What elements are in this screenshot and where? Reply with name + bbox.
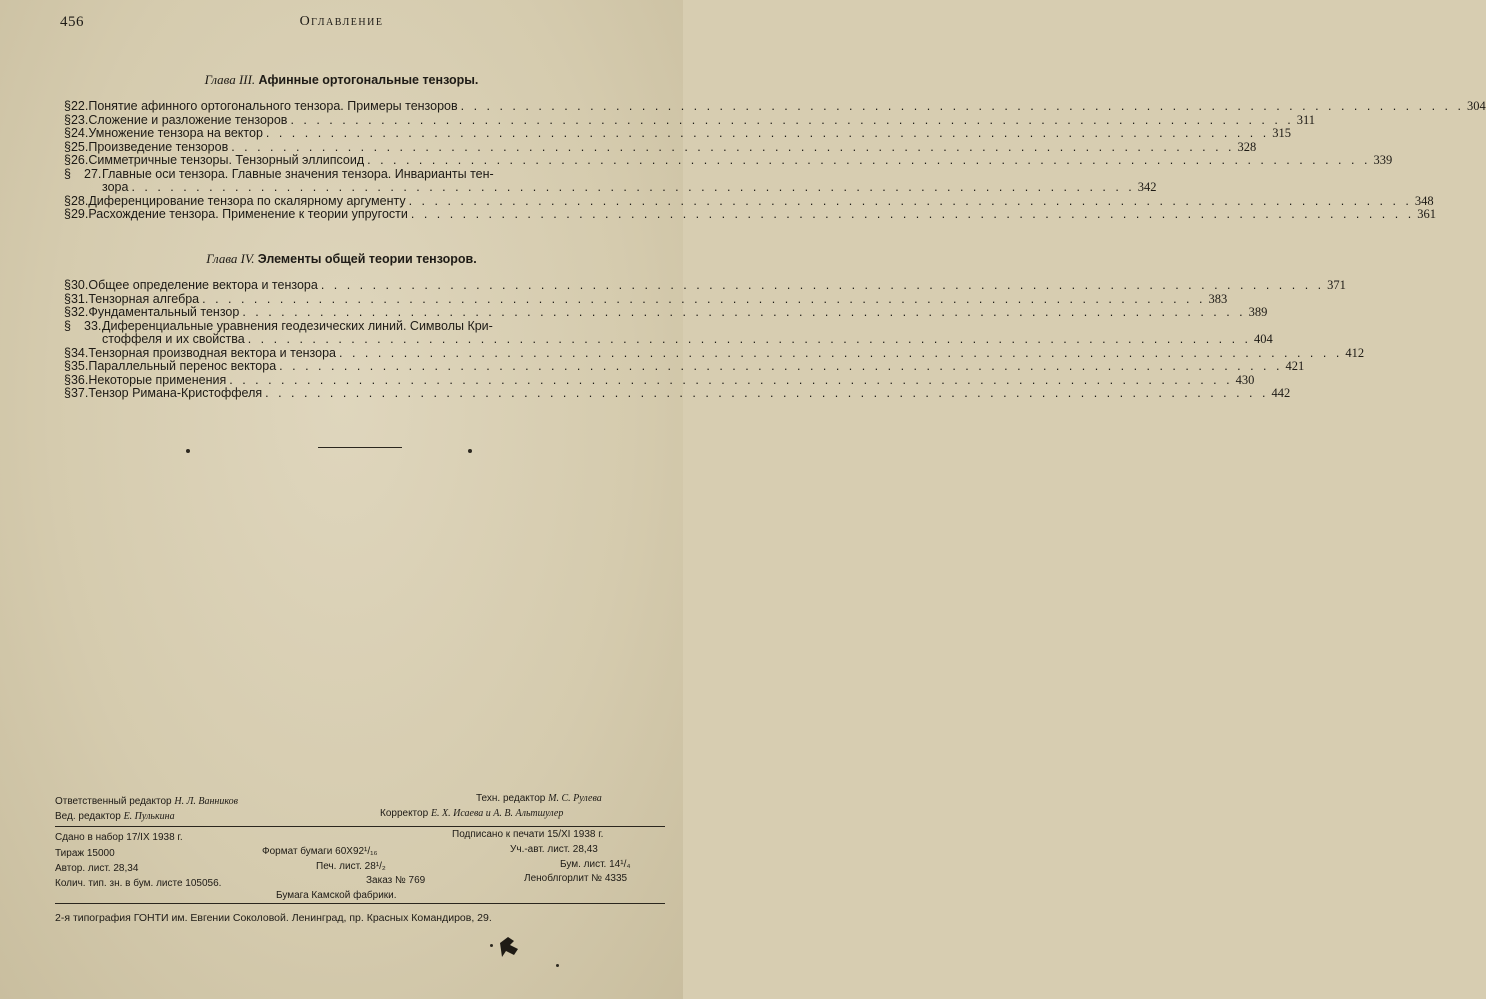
- section-title: Общее определение вектора и тензора: [88, 278, 318, 292]
- section-title: Расхождение тензора. Применение к теории упругости: [88, 207, 408, 221]
- page-ref: 304: [1466, 99, 1486, 113]
- section-number: 31.: [70, 291, 89, 306]
- page-ref: 389: [1248, 305, 1268, 319]
- page-ref: 348: [1414, 193, 1434, 208]
- leader-dots: [128, 181, 1137, 195]
- publisher-sheets: Уч.-авт. лист. 28,43: [510, 844, 598, 855]
- toc-entry: [64, 126, 1291, 141]
- toc-entry: [64, 332, 1273, 347]
- section-number: 26.: [70, 153, 89, 167]
- page-ref: 328: [1237, 139, 1257, 154]
- printer-line: 2-я типография ГОНТИ им. Евгении Соколовой. Ленинград, пр. Красных Командиров, 29.: [55, 912, 492, 924]
- section-number: 35.: [70, 359, 89, 373]
- toc-entry: [64, 386, 1291, 401]
- section-sign: §: [64, 372, 71, 387]
- toc-entry: [64, 180, 1157, 195]
- ink-spot: [186, 449, 190, 453]
- chapter-3-heading: [0, 72, 683, 88]
- page-ref: 315: [1272, 126, 1291, 140]
- page-ref: 371: [1327, 278, 1346, 292]
- toc-entry: [64, 207, 1436, 222]
- section-title: Тензор Римана-Кристоффеля: [88, 386, 263, 400]
- section-title: Тензорная производная вектора и тензора: [88, 345, 336, 360]
- chapter-4-heading: [0, 251, 683, 267]
- page-ref: 442: [1271, 386, 1291, 400]
- running-header: Оглавление: [299, 14, 384, 29]
- section-title: Диференцирование тензора по скалярному аргументу: [88, 193, 406, 208]
- section-title: стоффеля и их свойства: [102, 332, 245, 346]
- section-title: Диференциальные уравнения геодезических линий. Символы Кри-: [102, 318, 493, 333]
- toc-entry: [64, 345, 1365, 361]
- paper-format: Формат бумаги 60Х92¹/₁₆: [262, 846, 378, 857]
- section-sign: §: [64, 166, 71, 181]
- leader-dots: [287, 114, 1296, 128]
- paper-source: Бумага Камской фабрики.: [276, 890, 397, 901]
- toc-entry: [64, 320, 656, 334]
- section-number: 33.: [84, 318, 102, 333]
- lead-editor: Вед. редактор Е. Пулькина: [55, 811, 175, 822]
- leader-dots: [239, 306, 1248, 320]
- author-sheets: Автор. лист. 28,34: [55, 863, 139, 874]
- section-title: Тензорная алгебра: [88, 291, 200, 306]
- leader-dots: [228, 141, 1237, 155]
- section-title: зора: [102, 180, 129, 194]
- chapter-4-label: Глава IV.: [206, 251, 255, 266]
- leader-dots: [276, 360, 1285, 374]
- leader-dots: [336, 347, 1345, 361]
- section-number: 22.: [70, 99, 89, 113]
- toc-entry: [64, 139, 1257, 155]
- section-sign: §: [64, 139, 71, 154]
- section-sign: §: [64, 345, 71, 360]
- leader-dots: [406, 195, 1415, 209]
- page-ref: 361: [1417, 207, 1436, 221]
- toc-entry: [64, 359, 1305, 374]
- section-number: 24.: [70, 126, 89, 140]
- imprint-rule-bottom: [55, 903, 665, 904]
- submitted-date: Сдано в набор 17/IX 1938 г.: [55, 832, 183, 843]
- page-ref: 404: [1254, 332, 1273, 346]
- section-number: 27.: [84, 166, 102, 181]
- leader-dots: [318, 279, 1327, 293]
- section-sign: §: [64, 386, 71, 400]
- chapter-4-title: Элементы общей теории тензоров.: [257, 252, 477, 266]
- print-sheets: Печ. лист. 28¹/₂: [316, 861, 386, 872]
- toc-entry: [64, 193, 1434, 209]
- chapter-3-label: Глава III.: [204, 72, 256, 87]
- chars-per-sheet: Колич. тип. зн. в бум. листе 105056.: [55, 878, 222, 889]
- page-ref: 342: [1137, 180, 1157, 194]
- page-ref: 412: [1345, 345, 1365, 360]
- section-sign: §: [64, 153, 71, 167]
- section-title: Умножение тензора на вектор: [88, 126, 263, 140]
- toc-entry: [64, 112, 1316, 128]
- order-number: Заказ № 769: [366, 875, 426, 886]
- section-number: 28.: [70, 193, 89, 208]
- toc-entry: [64, 278, 1346, 293]
- print-run: Тираж 15000: [55, 848, 115, 859]
- section-sign: §: [64, 112, 71, 127]
- section-sign: §: [64, 193, 71, 208]
- chapter-3-title: Афинные ортогональные тензоры.: [258, 73, 479, 87]
- section-sign: §: [64, 99, 71, 113]
- section-title: Некоторые применения: [88, 372, 227, 387]
- section-sign: §: [64, 278, 71, 292]
- section-number: 36.: [70, 372, 89, 387]
- resp-editor: Ответственный редактор Н. Л. Ванников: [55, 796, 239, 807]
- page-ref: 339: [1373, 153, 1393, 167]
- leader-dots: [245, 333, 1254, 347]
- toc-entry: [64, 372, 1255, 388]
- section-number: 37.: [70, 386, 89, 400]
- chapter-4-toc: [64, 278, 1365, 401]
- paper-blemish: [496, 933, 526, 961]
- leader-dots: [408, 208, 1417, 222]
- leader-dots: [263, 127, 1272, 141]
- page-ref: 430: [1235, 372, 1255, 387]
- page-ref: 421: [1285, 359, 1305, 373]
- toc-entry: [64, 153, 1393, 168]
- page-number: 456: [60, 14, 84, 30]
- ink-spot: [556, 964, 559, 967]
- leader-dots: [458, 100, 1467, 114]
- section-sign: §: [64, 318, 71, 333]
- toc-entry: [64, 291, 1228, 307]
- section-number: 30.: [70, 278, 89, 292]
- toc-entry: [64, 305, 1268, 320]
- page-ref: 311: [1296, 112, 1316, 127]
- leader-dots: [262, 387, 1271, 401]
- tech-editor: Техн. редактор М. С. Рулева: [476, 793, 602, 804]
- section-number: 25.: [70, 139, 89, 154]
- corrector: Корректор Е. Х. Исаева и А. В. Альтшулер: [380, 808, 564, 819]
- chapter-3-toc: [64, 99, 1486, 222]
- section-sign: §: [64, 305, 71, 319]
- section-title: Параллельный перенос вектора: [88, 359, 277, 373]
- section-sign: §: [64, 291, 71, 306]
- section-sign: §: [64, 359, 71, 373]
- section-number: 34.: [70, 345, 89, 360]
- section-title: Сложение и разложение тензоров: [88, 112, 288, 127]
- imprint-rule-top: [55, 826, 665, 827]
- section-title: Фундаментальный тензор: [88, 305, 240, 319]
- section-divider: [318, 447, 402, 448]
- page-ref: 383: [1208, 291, 1228, 306]
- section-title: Главные оси тензора. Главные значения тензора. Инварианты тен-: [102, 166, 494, 181]
- section-sign: §: [64, 126, 71, 140]
- section-title: Симметричные тензоры. Тензорный эллипсоид: [88, 153, 365, 167]
- ink-spot: [468, 449, 472, 453]
- leader-dots: [226, 374, 1235, 388]
- ink-spot: [490, 944, 493, 947]
- section-number: 23.: [70, 112, 89, 127]
- paper-sheets: Бум. лист. 14¹/₄: [560, 859, 631, 870]
- leader-dots: [199, 293, 1208, 307]
- leader-dots: [364, 154, 1373, 168]
- section-title: Произведение тензоров: [88, 139, 229, 154]
- licence-number: Леноблгорлит № 4335: [524, 873, 628, 884]
- section-sign: §: [64, 207, 71, 221]
- signed-date: Подписано к печати 15/XI 1938 г.: [452, 829, 604, 840]
- section-number: 29.: [70, 207, 89, 221]
- toc-entry: [64, 99, 1486, 114]
- section-number: 32.: [70, 305, 89, 319]
- section-title: Понятие афинного ортогонального тензора. Примеры тензоров: [88, 99, 458, 113]
- toc-entry: [64, 168, 656, 182]
